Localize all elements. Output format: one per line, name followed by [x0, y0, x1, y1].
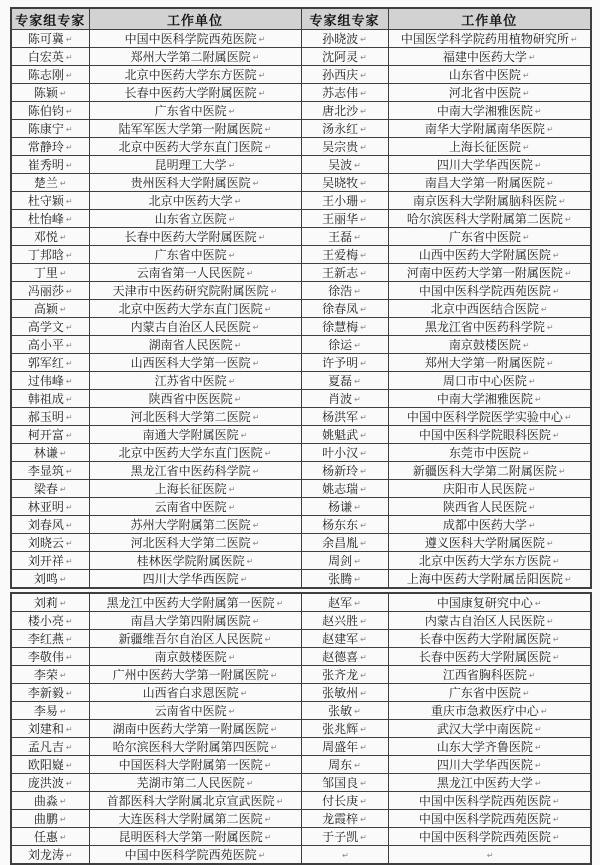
- expert-name-cell: 杜守颖 ↵: [11, 192, 89, 210]
- work-unit-cell: 中国中医科学院西苑医院 ↵: [89, 30, 301, 48]
- expert-name-cell: 杜怡峰 ↵: [11, 210, 89, 228]
- table-row: [11, 336, 591, 354]
- expert-name-cell: 周盛年 ↵: [301, 738, 388, 756]
- table-row: [11, 444, 591, 462]
- work-unit-cell: 山东省立医院 ↵: [89, 210, 301, 228]
- work-unit-cell: 新疆维吾尔自治区人民医院 ↵: [89, 630, 301, 648]
- work-unit-cell: 南京鼓楼医院 ↵: [89, 648, 301, 666]
- work-unit-cell: 云南省中医院 ↵: [89, 498, 301, 516]
- expert-rows-section-1: [11, 30, 591, 589]
- expert-name-cell: 张腾 ↵: [301, 570, 388, 589]
- expert-name-cell: 吴宗贵 ↵: [301, 138, 388, 156]
- work-unit-cell: 中国中医科学院眼科医院 ↵: [388, 426, 591, 444]
- work-unit-cell: 长春中医药大学附属医院 ↵: [388, 630, 591, 648]
- expert-name-cell: 张兆辉 ↵: [301, 720, 388, 738]
- expert-name-cell: 陈伯钧 ↵: [11, 102, 89, 120]
- work-unit-cell: 山西省白求恩医院 ↵: [89, 684, 301, 702]
- expert-name-cell: 丁邦晗 ↵: [11, 246, 89, 264]
- expert-name-cell: 赵建军 ↵: [301, 630, 388, 648]
- work-unit-cell: 北京中西医结合医院 ↵: [388, 300, 591, 318]
- expert-name-cell: 夏磊 ↵: [301, 372, 388, 390]
- expert-name-cell: 常静玲 ↵: [11, 138, 89, 156]
- work-unit-cell: 四川大学华西医院 ↵: [388, 156, 591, 174]
- work-unit-cell: 陕西省中医医院 ↵: [89, 390, 301, 408]
- work-unit-cell: 长春中医药大学附属医院 ↵: [388, 648, 591, 666]
- expert-name-cell: 周东 ↵: [301, 756, 388, 774]
- work-unit-cell: 内蒙古自治区人民医院 ↵: [388, 612, 591, 630]
- header-work-unit-col-right: 工作单位: [388, 8, 591, 30]
- expert-name-cell: 王新志 ↵: [301, 264, 388, 282]
- work-unit-cell: 山东省中医院 ↵: [388, 66, 591, 84]
- header-row: [11, 8, 591, 30]
- expert-name-cell: 李新毅 ↵: [11, 684, 89, 702]
- expert-name-cell: 柯开富 ↵: [11, 426, 89, 444]
- expert-name-cell: 刘鸣 ↵: [11, 570, 89, 589]
- table-row: [11, 462, 591, 480]
- expert-name-cell: 杨新玲 ↵: [301, 462, 388, 480]
- work-unit-cell: 哈尔滨医科大学附属第二医院 ↵: [388, 210, 591, 228]
- table-row: [11, 66, 591, 84]
- work-unit-cell: 昆明医科大学第一附属医院 ↵: [89, 828, 301, 846]
- expert-name-cell: 任惠 ↵: [11, 828, 89, 846]
- table-row: [11, 792, 591, 810]
- expert-name-cell: 刘建和 ↵: [11, 720, 89, 738]
- expert-name-cell: 林亚明 ↵: [11, 498, 89, 516]
- work-unit-cell: 福建中医药大学 ↵: [388, 48, 591, 66]
- expert-table-section-1: [10, 7, 592, 589]
- table-row: [11, 666, 591, 684]
- work-unit-cell: 江西省胸科医院 ↵: [388, 666, 591, 684]
- expert-name-cell: 高学文 ↵: [11, 318, 89, 336]
- table-row: [11, 498, 591, 516]
- work-unit-cell: 中南大学湘雅医院 ↵: [388, 102, 591, 120]
- work-unit-cell: 中国中医科学院西苑医院 ↵: [388, 792, 591, 810]
- expert-name-cell: 高颖 ↵: [11, 300, 89, 318]
- work-unit-cell: 湖南中医药大学第一附属医院 ↵: [89, 720, 301, 738]
- work-unit-cell: 天津市中医药研究院附属医院 ↵: [89, 282, 301, 300]
- work-unit-cell: 武汉大学中南医院 ↵: [388, 720, 591, 738]
- table-row: [11, 300, 591, 318]
- table-row: [11, 720, 591, 738]
- work-unit-cell: 山西中医药大学附属医院 ↵: [388, 246, 591, 264]
- work-unit-cell: 重庆市急救医疗中心 ↵: [388, 702, 591, 720]
- expert-name-cell: 周剑 ↵: [301, 552, 388, 570]
- work-unit-cell: 郑州大学第二附属医院 ↵: [89, 48, 301, 66]
- expert-name-cell: 郝玉明 ↵: [11, 408, 89, 426]
- work-unit-cell: 北京中医药大学东直门医院 ↵: [89, 300, 301, 318]
- expert-name-cell: 杨东东 ↵: [301, 516, 388, 534]
- work-unit-cell: 广东省中医院 ↵: [89, 102, 301, 120]
- table-row: [11, 612, 591, 630]
- work-unit-cell: 昆明理工大学 ↵: [89, 156, 301, 174]
- table-row: [11, 192, 591, 210]
- work-unit-cell: 北京中医药大学东直门医院 ↵: [89, 138, 301, 156]
- expert-name-cell: 赵军 ↵: [301, 593, 388, 612]
- expert-name-cell: 陈康宁 ↵: [11, 120, 89, 138]
- expert-name-cell: 郭军红 ↵: [11, 354, 89, 372]
- work-unit-cell: 广东省中医院 ↵: [89, 246, 301, 264]
- table-row: [11, 738, 591, 756]
- expert-name-cell: 楚兰 ↵: [11, 174, 89, 192]
- table-row: [11, 702, 591, 720]
- work-unit-cell: 北京中医药大学 ↵: [89, 192, 301, 210]
- work-unit-cell: 长春中医药大学附属医院 ↵: [89, 84, 301, 102]
- work-unit-cell: 中国康复研究中心 ↵: [388, 593, 591, 612]
- table-row: [11, 102, 591, 120]
- expert-name-cell: 汤永红 ↵: [301, 120, 388, 138]
- expert-name-cell: 李显筑 ↵: [11, 462, 89, 480]
- expert-name-cell: 张敏州 ↵: [301, 684, 388, 702]
- work-unit-cell: 贵州医科大学附属医院 ↵: [89, 174, 301, 192]
- expert-name-cell: 吴晓牧 ↵: [301, 174, 388, 192]
- expert-name-cell: 唐北沙 ↵: [301, 102, 388, 120]
- table-row: [11, 480, 591, 498]
- work-unit-cell: 上海长征医院 ↵: [89, 480, 301, 498]
- work-unit-cell: 上海中医药大学附属岳阳医院 ↵: [388, 570, 591, 589]
- header-expert-group-col-left: 专家组专家: [11, 8, 89, 30]
- work-unit-cell: 云南省第一人民医院 ↵: [89, 264, 301, 282]
- work-unit-cell: 南昌大学第四附属医院 ↵: [89, 612, 301, 630]
- work-unit-cell: 黑龙江省中医药科学院 ↵: [89, 462, 301, 480]
- work-unit-cell: 南京鼓楼医院 ↵: [388, 336, 591, 354]
- table-row: [11, 354, 591, 372]
- work-unit-cell: 大连医科大学附属第二医院 ↵: [89, 810, 301, 828]
- expert-name-cell: 杨洪军 ↵: [301, 408, 388, 426]
- expert-name-cell: 韩祖成 ↵: [11, 390, 89, 408]
- expert-name-cell: 王磊 ↵: [301, 228, 388, 246]
- table-row: [11, 593, 591, 612]
- expert-name-cell: 徐慧梅 ↵: [301, 318, 388, 336]
- work-unit-cell: 陆军军医大学第一附属医院 ↵: [89, 120, 301, 138]
- work-unit-cell: 黑龙江中医药大学 ↵: [388, 774, 591, 792]
- table-row: [11, 570, 591, 589]
- table-row: [11, 228, 591, 246]
- work-unit-cell: 南昌大学第一附属医院 ↵: [388, 174, 591, 192]
- work-unit-cell: 中国中医科学院西苑医院 ↵: [388, 810, 591, 828]
- table-row: [11, 810, 591, 828]
- work-unit-cell: 河北省中医院 ↵: [388, 84, 591, 102]
- expert-name-cell: 陈志刚 ↵: [11, 66, 89, 84]
- work-unit-cell: 南通大学附属医院 ↵: [89, 426, 301, 444]
- table-row: [11, 174, 591, 192]
- work-unit-cell: 广东省中医院 ↵: [388, 684, 591, 702]
- work-unit-cell: 江苏省中医院 ↵: [89, 372, 301, 390]
- work-unit-cell: 上海长征医院 ↵: [388, 138, 591, 156]
- work-unit-cell: 北京中医药大学东方医院 ↵: [89, 66, 301, 84]
- expert-name-cell: 吴波 ↵: [301, 156, 388, 174]
- expert-name-cell: 刘晓云 ↵: [11, 534, 89, 552]
- work-unit-cell: 长春中医药大学附属医院 ↵: [89, 228, 301, 246]
- expert-name-cell: 王丽华 ↵: [301, 210, 388, 228]
- expert-name-cell: 李敬伟 ↵: [11, 648, 89, 666]
- expert-name-cell: 姚志瑞 ↵: [301, 480, 388, 498]
- work-unit-cell: 哈尔滨医科大学附属第四医院 ↵: [89, 738, 301, 756]
- work-unit-cell: 山东大学齐鲁医院 ↵: [388, 738, 591, 756]
- expert-name-cell: 孙西庆 ↵: [301, 66, 388, 84]
- expert-name-cell: 徐浩 ↵: [301, 282, 388, 300]
- work-unit-cell: 内蒙古自治区人民医院 ↵: [89, 318, 301, 336]
- expert-name-cell: 肖波 ↵: [301, 390, 388, 408]
- header-work-unit-col-left: 工作单位: [89, 8, 301, 30]
- work-unit-cell: 中国中医科学院西苑医院 ↵: [388, 828, 591, 846]
- work-unit-cell: 桂林医学院附属医院 ↵: [89, 552, 301, 570]
- table-row: [11, 264, 591, 282]
- work-unit-cell: [388, 846, 591, 865]
- work-unit-cell: 成都中医药大学 ↵: [388, 516, 591, 534]
- work-unit-cell: 南京医科大学附属脑科医院 ↵: [388, 192, 591, 210]
- table-row: [11, 84, 591, 102]
- work-unit-cell: 广东省中医院 ↵: [388, 228, 591, 246]
- table-row: [11, 426, 591, 444]
- expert-name-cell: 邓悦 ↵: [11, 228, 89, 246]
- expert-name-cell: 陈可冀 ↵: [11, 30, 89, 48]
- expert-name-cell: 李荣 ↵: [11, 666, 89, 684]
- work-unit-cell: 湖南省人民医院 ↵: [89, 336, 301, 354]
- table-row: [11, 516, 591, 534]
- expert-name-cell: 沈阿灵 ↵: [301, 48, 388, 66]
- expert-name-cell: 姚魁武 ↵: [301, 426, 388, 444]
- expert-name-cell: 邹国良 ↵: [301, 774, 388, 792]
- table-row: [11, 846, 591, 865]
- expert-name-cell: 冯丽莎 ↵: [11, 282, 89, 300]
- work-unit-cell: 中国中医科学院医学实验中心 ↵: [388, 408, 591, 426]
- expert-name-cell: 欧阳嶷 ↵: [11, 756, 89, 774]
- work-unit-cell: 北京中医药大学东方医院 ↵: [388, 552, 591, 570]
- work-unit-cell: 庆阳市人民医院 ↵: [388, 480, 591, 498]
- expert-name-cell: 李易 ↵: [11, 702, 89, 720]
- expert-name-cell: 徐春凤 ↵: [301, 300, 388, 318]
- expert-name-cell: 张敏 ↵: [301, 702, 388, 720]
- expert-name-cell: 孙晓波 ↵: [301, 30, 388, 48]
- work-unit-cell: 中国中医科学院西苑医院 ↵: [388, 282, 591, 300]
- expert-name-cell: 孟凡吉 ↵: [11, 738, 89, 756]
- expert-name-cell: 余昌胤 ↵: [301, 534, 388, 552]
- expert-name-cell: 丁里 ↵: [11, 264, 89, 282]
- expert-name-cell: 梁春 ↵: [11, 480, 89, 498]
- expert-name-cell: 崔秀明 ↵: [11, 156, 89, 174]
- expert-name-cell: 赵德喜 ↵: [301, 648, 388, 666]
- expert-name-cell: 曲淼 ↵: [11, 792, 89, 810]
- expert-name-cell: 刘龙涛 ↵: [11, 846, 89, 865]
- expert-name-cell: 王爱梅 ↵: [301, 246, 388, 264]
- expert-name-cell: 于子凯 ↵: [301, 828, 388, 846]
- work-unit-cell: 四川大学华西医院 ↵: [388, 756, 591, 774]
- work-unit-cell: 云南省中医院 ↵: [89, 702, 301, 720]
- expert-name-cell: 付长庚 ↵: [301, 792, 388, 810]
- work-unit-cell: 东莞市中医院 ↵: [388, 444, 591, 462]
- work-unit-cell: 中国中医科学院西苑医院 ↵: [89, 846, 301, 865]
- expert-name-cell: 徐运 ↵: [301, 336, 388, 354]
- work-unit-cell: 黑龙江中医药大学附属第一医院 ↵: [89, 593, 301, 612]
- expert-name-cell: 刘春风 ↵: [11, 516, 89, 534]
- work-unit-cell: 南华大学附属南华医院 ↵: [388, 120, 591, 138]
- table-row: [11, 390, 591, 408]
- work-unit-cell: 遵义医科大学附属医院 ↵: [388, 534, 591, 552]
- expert-name-cell: 曲鹏 ↵: [11, 810, 89, 828]
- expert-name-cell: 许予明 ↵: [301, 354, 388, 372]
- expert-name-cell: 陈颖 ↵: [11, 84, 89, 102]
- expert-name-cell: 王小珊 ↵: [301, 192, 388, 210]
- work-unit-cell: 周口市中心医院 ↵: [388, 372, 591, 390]
- expert-name-cell: 赵兴胜 ↵: [301, 612, 388, 630]
- work-unit-cell: 四川大学华西医院 ↵: [89, 570, 301, 589]
- work-unit-cell: 北京中医药大学东直门医院 ↵: [89, 444, 301, 462]
- work-unit-cell: 芜湖市第二人民医院 ↵: [89, 774, 301, 792]
- work-unit-cell: 陕西省人民医院 ↵: [388, 498, 591, 516]
- table-row: [11, 552, 591, 570]
- table-row: [11, 318, 591, 336]
- table-row: [11, 630, 591, 648]
- table-row: [11, 210, 591, 228]
- table-row: [11, 138, 591, 156]
- expert-name-cell: 张齐龙 ↵: [301, 666, 388, 684]
- table-row: [11, 648, 591, 666]
- table-row: [11, 120, 591, 138]
- table-row: [11, 756, 591, 774]
- expert-name-cell: [301, 846, 388, 865]
- table-row: [11, 372, 591, 390]
- expert-name-cell: 叶小汉 ↵: [301, 444, 388, 462]
- work-unit-cell: 山西医科大学第一医院 ↵: [89, 354, 301, 372]
- expert-name-cell: 苏志伟 ↵: [301, 84, 388, 102]
- table-row: [11, 246, 591, 264]
- work-unit-cell: 中国医学科学院药用植物研究所 ↵: [388, 30, 591, 48]
- expert-name-cell: 龙霞梓 ↵: [301, 810, 388, 828]
- expert-name-cell: 高小平 ↵: [11, 336, 89, 354]
- table-row: [11, 408, 591, 426]
- work-unit-cell: 新疆医科大学第二附属医院 ↵: [388, 462, 591, 480]
- expert-name-cell: 杨谦 ↵: [301, 498, 388, 516]
- expert-name-cell: 过伟峰 ↵: [11, 372, 89, 390]
- expert-name-cell: 楼小亮 ↵: [11, 612, 89, 630]
- expert-name-cell: 庞洪波 ↵: [11, 774, 89, 792]
- work-unit-cell: 河北医科大学第二医院 ↵: [89, 408, 301, 426]
- table-row: [11, 774, 591, 792]
- work-unit-cell: 中南大学湘雅医院 ↵: [388, 390, 591, 408]
- expert-name-cell: 林谦 ↵: [11, 444, 89, 462]
- expert-name-cell: 李红燕 ↵: [11, 630, 89, 648]
- expert-name-cell: 刘开祥 ↵: [11, 552, 89, 570]
- work-unit-cell: 首都医科大学附属北京宣武医院 ↵: [89, 792, 301, 810]
- table-row: [11, 684, 591, 702]
- work-unit-cell: 黑龙江省中医药科学院 ↵: [388, 318, 591, 336]
- table-row: [11, 282, 591, 300]
- expert-table-section-2: [10, 592, 592, 865]
- table-row: [11, 48, 591, 66]
- table-row: [11, 30, 591, 48]
- expert-rows-section-2: [11, 593, 591, 864]
- work-unit-cell: 河北医科大学第二医院 ↵: [89, 534, 301, 552]
- expert-name-cell: 白宏英 ↵: [11, 48, 89, 66]
- work-unit-cell: 苏州大学附属第二医院 ↵: [89, 516, 301, 534]
- work-unit-cell: 郑州大学第一附属医院 ↵: [388, 354, 591, 372]
- table-row: [11, 156, 591, 174]
- work-unit-cell: 河南中医药大学第一附属医院 ↵: [388, 264, 591, 282]
- header-expert-group-col-right: 专家组专家: [301, 8, 388, 30]
- table-row: [11, 534, 591, 552]
- work-unit-cell: 广州中医药大学第一附属医院 ↵: [89, 666, 301, 684]
- work-unit-cell: 中国医科大学附属第一医院 ↵: [89, 756, 301, 774]
- expert-name-cell: 刘莉 ↵: [11, 593, 89, 612]
